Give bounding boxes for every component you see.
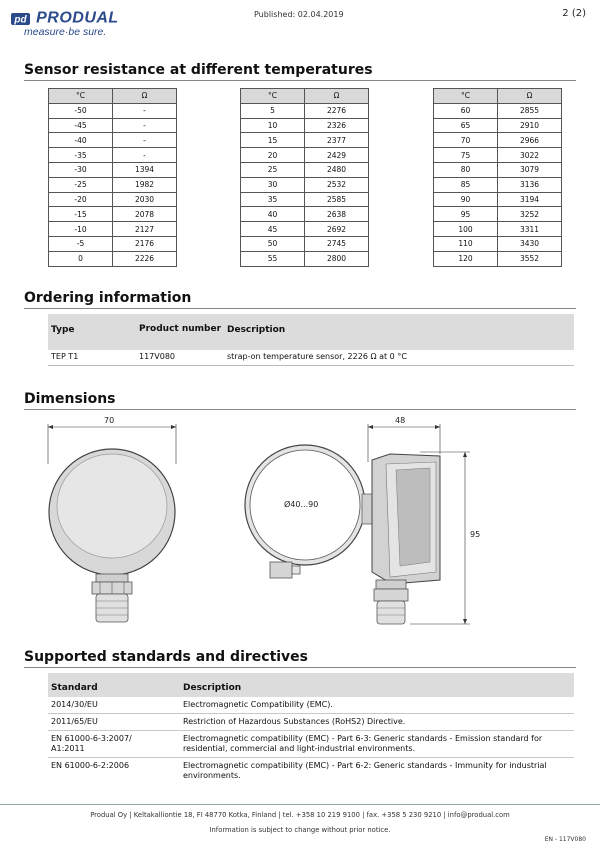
brand-tagline: measure·be sure. [24, 26, 107, 38]
cell-resistance: 3252 [498, 207, 562, 222]
footer-rule [0, 804, 600, 805]
cell-resistance: 2532 [305, 177, 369, 192]
header-description: Description [183, 683, 242, 693]
ordering-title: Ordering information [24, 290, 192, 306]
col-ohm: Ω [305, 89, 369, 104]
table-row [241, 148, 369, 163]
table-row [241, 222, 369, 237]
cell-temperature: 0 [49, 251, 113, 266]
table-row [434, 162, 562, 177]
cell-resistance: 3194 [498, 192, 562, 207]
standards-rule [24, 667, 576, 668]
cell-resistance: - [113, 133, 177, 148]
cell-temperature: 40 [241, 207, 305, 222]
cell-resistance: - [113, 103, 177, 118]
table-row [434, 118, 562, 133]
table-row [241, 103, 369, 118]
resistance-table-2 [240, 88, 369, 267]
cell-resistance: 2692 [305, 222, 369, 237]
cell-standard: EN 61000-6-2:2006 [51, 761, 130, 770]
cell-resistance: 2127 [113, 222, 177, 237]
cell-standard: 2011/65/EU [51, 717, 98, 726]
table-row [49, 162, 177, 177]
table-row [49, 222, 177, 237]
header-description: Description [227, 325, 286, 335]
cell-resistance: 3552 [498, 251, 562, 266]
cell-resistance: 3022 [498, 148, 562, 163]
cell-resistance: 2800 [305, 251, 369, 266]
cell-temperature: 20 [241, 148, 305, 163]
table-row [48, 714, 574, 731]
table-row [434, 207, 562, 222]
header-type: Type [51, 325, 75, 335]
cell-temperature: 45 [241, 222, 305, 237]
standards-header [48, 673, 574, 697]
cell-type: TEP T1 [51, 352, 79, 361]
cell-temperature: -25 [49, 177, 113, 192]
brand-name: PRODUAL [36, 9, 119, 27]
table-row [49, 251, 177, 266]
resistance-title: Sensor resistance at different temperatures [24, 62, 373, 78]
table-row [241, 251, 369, 266]
table-row [241, 236, 369, 251]
header-product-number: Product number [139, 324, 222, 334]
cell-temperature: 120 [434, 251, 498, 266]
cell-temperature: 55 [241, 251, 305, 266]
col-ohm: Ω [498, 89, 562, 104]
cell-resistance: 2377 [305, 133, 369, 148]
cell-resistance: 2276 [305, 103, 369, 118]
table-row [48, 350, 574, 366]
document-id: EN - 117V080 [544, 836, 586, 843]
cell-temperature: -35 [49, 148, 113, 163]
table-row [48, 697, 574, 714]
cell-resistance: 2176 [113, 236, 177, 251]
cell-temperature: 15 [241, 133, 305, 148]
table-row [241, 118, 369, 133]
table-row [49, 207, 177, 222]
ordering-header [48, 314, 574, 350]
table-row [434, 133, 562, 148]
cell-resistance: 3136 [498, 177, 562, 192]
cell-resistance: 2745 [305, 236, 369, 251]
cell-temperature: 5 [241, 103, 305, 118]
cell-temperature: 35 [241, 192, 305, 207]
table-row [434, 148, 562, 163]
cell-product-number: 117V080 [139, 352, 176, 361]
cell-temperature: 100 [434, 222, 498, 237]
cell-temperature: -15 [49, 207, 113, 222]
cell-temperature: 95 [434, 207, 498, 222]
table-row [49, 103, 177, 118]
dimension-drawing [0, 412, 600, 637]
table-row [49, 118, 177, 133]
side-view [245, 424, 470, 624]
cell-temperature: 110 [434, 236, 498, 251]
cell-temperature: -30 [49, 162, 113, 177]
cell-temperature: 30 [241, 177, 305, 192]
table-row [434, 251, 562, 266]
table-row [241, 207, 369, 222]
table-row [434, 222, 562, 237]
cell-resistance: 2429 [305, 148, 369, 163]
cell-temperature: -45 [49, 118, 113, 133]
table-row [434, 192, 562, 207]
table-row [48, 758, 574, 785]
svg-text:pd: pd [14, 14, 27, 25]
cell-temperature: -50 [49, 103, 113, 118]
table-row [241, 162, 369, 177]
footer-contact: Produal Oy | Keltakalliontie 18, FI 48770 Kotka, Finland | tel. +358 10 219 9100 | fax. +358 5 230 9210 | info@produal.com [90, 811, 510, 819]
produal-logo [11, 8, 119, 28]
col-ohm: Ω [113, 89, 177, 104]
cell-standard: 2014/30/EU [51, 700, 98, 709]
col-temp: °C [241, 89, 305, 104]
table-row [49, 177, 177, 192]
cell-description: Electromagnetic Compatibility (EMC). [183, 700, 333, 709]
front-view [48, 424, 176, 622]
cell-temperature: 70 [434, 133, 498, 148]
cell-temperature: 90 [434, 192, 498, 207]
cell-resistance: 2480 [305, 162, 369, 177]
page-number: 2 (2) [562, 8, 586, 19]
cell-temperature: 75 [434, 148, 498, 163]
table-row [49, 192, 177, 207]
cell-temperature: 85 [434, 177, 498, 192]
table-row [241, 177, 369, 192]
cell-temperature: 80 [434, 162, 498, 177]
cell-resistance: - [113, 148, 177, 163]
table-row [434, 236, 562, 251]
table-row [48, 731, 574, 758]
cell-temperature: 50 [241, 236, 305, 251]
cell-description: Electromagnetic compatibility (EMC) - Part 6-3: Generic standards - Emission standard for residential, commercial and light-industrial environments. [183, 734, 543, 753]
resistance-rule [24, 80, 576, 81]
produal-logo-icon [11, 12, 31, 26]
table-row [434, 177, 562, 192]
cell-temperature: -20 [49, 192, 113, 207]
published-date: Published: 02.04.2019 [254, 10, 344, 19]
resistance-table-1 [48, 88, 177, 267]
cell-resistance: 2585 [305, 192, 369, 207]
cell-resistance: 3430 [498, 236, 562, 251]
cell-resistance: 1982 [113, 177, 177, 192]
cell-temperature: -10 [49, 222, 113, 237]
cell-temperature: 60 [434, 103, 498, 118]
cell-temperature: 10 [241, 118, 305, 133]
cell-temperature: -40 [49, 133, 113, 148]
cell-description: Restriction of Hazardous Substances (RoHS2) Directive. [183, 717, 406, 726]
dim-height: 95 [470, 530, 481, 539]
dim-depth: 48 [395, 416, 406, 425]
cell-resistance: 3079 [498, 162, 562, 177]
cell-temperature: 65 [434, 118, 498, 133]
cell-resistance: - [113, 118, 177, 133]
cell-resistance: 2030 [113, 192, 177, 207]
dim-pipe-range: Ø40...90 [284, 500, 319, 509]
cell-resistance: 2226 [113, 251, 177, 266]
table-row [241, 192, 369, 207]
cell-standard: EN 61000-6-3:2007/ A1:2011 [51, 734, 132, 753]
table-row [241, 133, 369, 148]
col-temp: °C [434, 89, 498, 104]
cell-resistance: 2078 [113, 207, 177, 222]
ordering-table [48, 314, 574, 366]
cell-resistance: 2910 [498, 118, 562, 133]
cell-description: strap-on temperature sensor, 2226 Ω at 0 °C [227, 352, 407, 361]
cell-resistance: 2855 [498, 103, 562, 118]
footer-notice: Information is subject to change without prior notice. [209, 826, 391, 834]
table-row [434, 103, 562, 118]
cell-description: Electromagnetic compatibility (EMC) - Part 6-2: Generic standards - Immunity for industrial environments. [183, 761, 547, 780]
cell-resistance: 3311 [498, 222, 562, 237]
table-row [49, 148, 177, 163]
cell-temperature: -5 [49, 236, 113, 251]
dim-width: 70 [104, 416, 115, 425]
cell-resistance: 2326 [305, 118, 369, 133]
ordering-rule [24, 308, 576, 309]
col-temp: °C [49, 89, 113, 104]
dimensions-title: Dimensions [24, 391, 116, 407]
cell-temperature: 25 [241, 162, 305, 177]
dimensions-rule [24, 409, 576, 410]
table-row [49, 236, 177, 251]
cell-resistance: 1394 [113, 162, 177, 177]
standards-table [48, 673, 574, 785]
cell-resistance: 2638 [305, 207, 369, 222]
standards-title: Supported standards and directives [24, 649, 309, 665]
cell-resistance: 2966 [498, 133, 562, 148]
header-standard: Standard [51, 683, 98, 693]
table-row [49, 133, 177, 148]
resistance-table-3 [433, 88, 562, 267]
